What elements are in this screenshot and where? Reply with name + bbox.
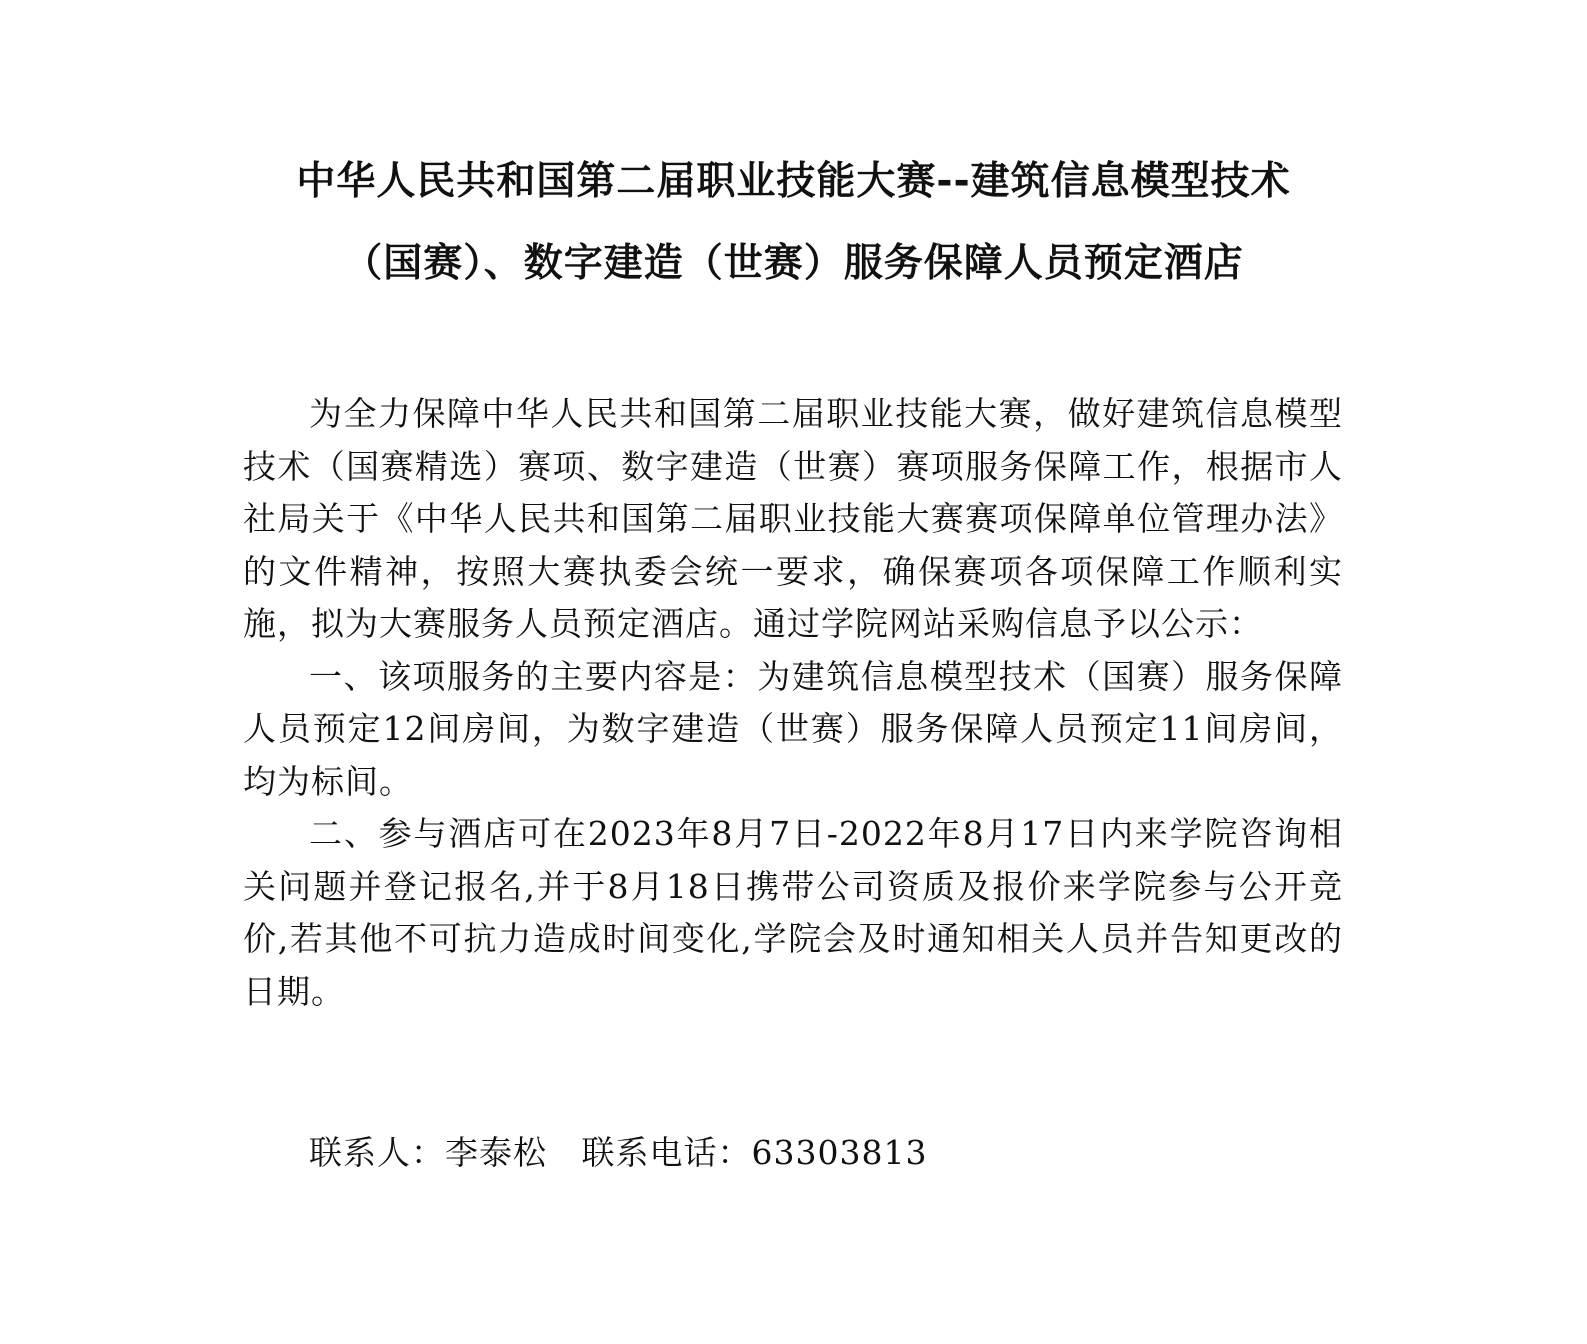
contact-line: [243, 1127, 1343, 1179]
body-paragraph-intro: 为全力保障中华人民共和国第二届职业技能大赛，做好建筑信息模型技术（国赛精选）赛项、数字建造（世赛）赛项服务保障工作，根据市人社局关于《中华人民共和国第二届职业技能大赛赛项保障单位管理办法》的文件精神，按照大赛执委会统一要求，确保赛项各项保障工作顺利实施，拟为大赛服务人员预定酒店。通过学院网站采购信息予以公示：: [243, 394, 1343, 643]
document-title-line-2: （国赛）、数字建造（世赛）服务保障人员预定酒店: [343, 241, 1244, 286]
contact-person-name: 李泰松: [445, 1133, 547, 1172]
contact-phone-label: 联系电话：: [581, 1133, 752, 1172]
contact-person-label: 联系人：: [309, 1133, 445, 1172]
document-body: [243, 388, 1343, 1018]
body-paragraph-registration: 二、参与酒店可在2023年8月7日-2022年8月17日内来学院咨询相关问题并登记报名,并于8月18日携带公司资质及报价来学院参与公开竞价,若其他不可抗力造成时间变化,学院会及时通知相关人员并告知更改的日期。: [243, 814, 1343, 1011]
body-paragraph-service-content: 一、该项服务的主要内容是：为建筑信息模型技术（国赛）服务保障人员预定12间房间，为数字建造（世赛）服务保障人员预定11间房间，均为标间。: [243, 656, 1343, 801]
document-title-line-1: 中华人民共和国第二届职业技能大赛--建筑信息模型技术: [296, 159, 1291, 204]
contact-phone-number: 63303813: [751, 1133, 928, 1172]
